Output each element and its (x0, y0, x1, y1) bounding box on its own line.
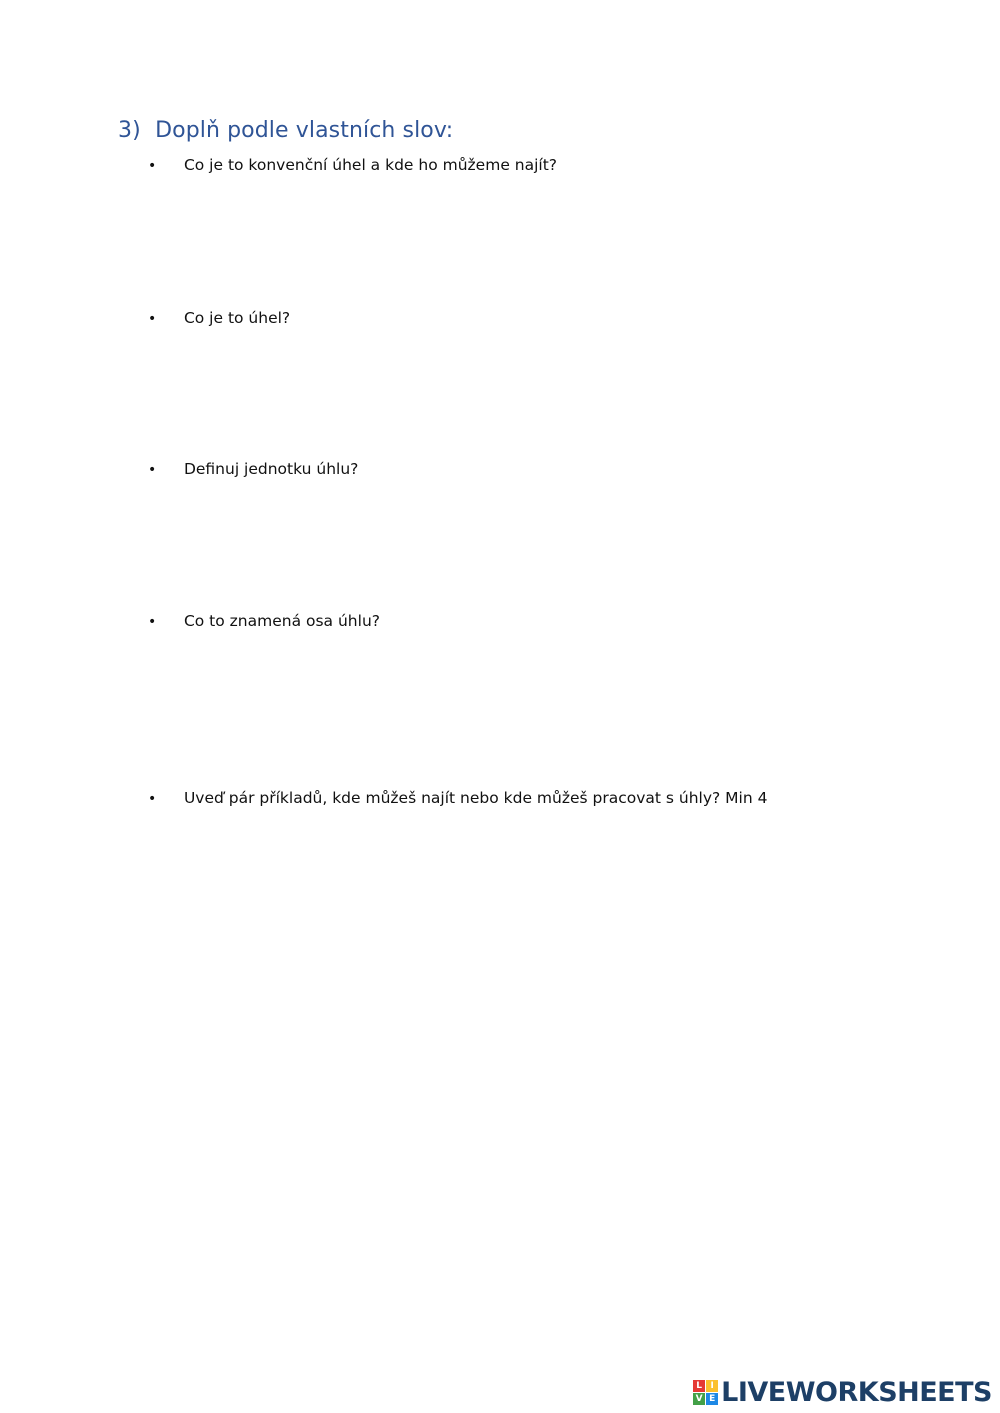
bullet-icon: • (148, 791, 157, 807)
logo-text: LIVEWORKSHEETS (721, 1376, 992, 1408)
question-text: Co to znamená osa úhlu? (183, 612, 380, 630)
section-number: 3) (118, 118, 141, 143)
section-title: Doplň podle vlastních slov: (155, 118, 454, 143)
question-text: Definuj jednotku úhlu? (183, 460, 359, 478)
question-text: Uveď pár příkladů, kde můžeš najít nebo kde můžeš pracovat s úhly? Min 4 (183, 789, 768, 807)
liveworksheets-logo (693, 1375, 992, 1409)
bullet-icon: • (148, 311, 157, 327)
section-heading (118, 118, 453, 143)
logo-icon-letter: L (693, 1380, 705, 1392)
question-text: Co je to úhel? (183, 309, 291, 327)
question-item (148, 156, 557, 174)
question-text: Co je to konvenční úhel a kde ho můžeme najít? (183, 156, 558, 174)
question-item (148, 789, 767, 807)
logo-icon (693, 1380, 718, 1405)
bullet-icon: • (148, 462, 157, 478)
logo-icon-letter: V (693, 1393, 705, 1405)
question-item (148, 460, 358, 478)
bullet-icon: • (148, 158, 157, 174)
question-item (148, 612, 380, 630)
logo-icon-letter: E (706, 1393, 718, 1405)
bullet-icon: • (148, 614, 157, 630)
logo-icon-letter: I (706, 1380, 718, 1392)
question-item (148, 309, 290, 327)
